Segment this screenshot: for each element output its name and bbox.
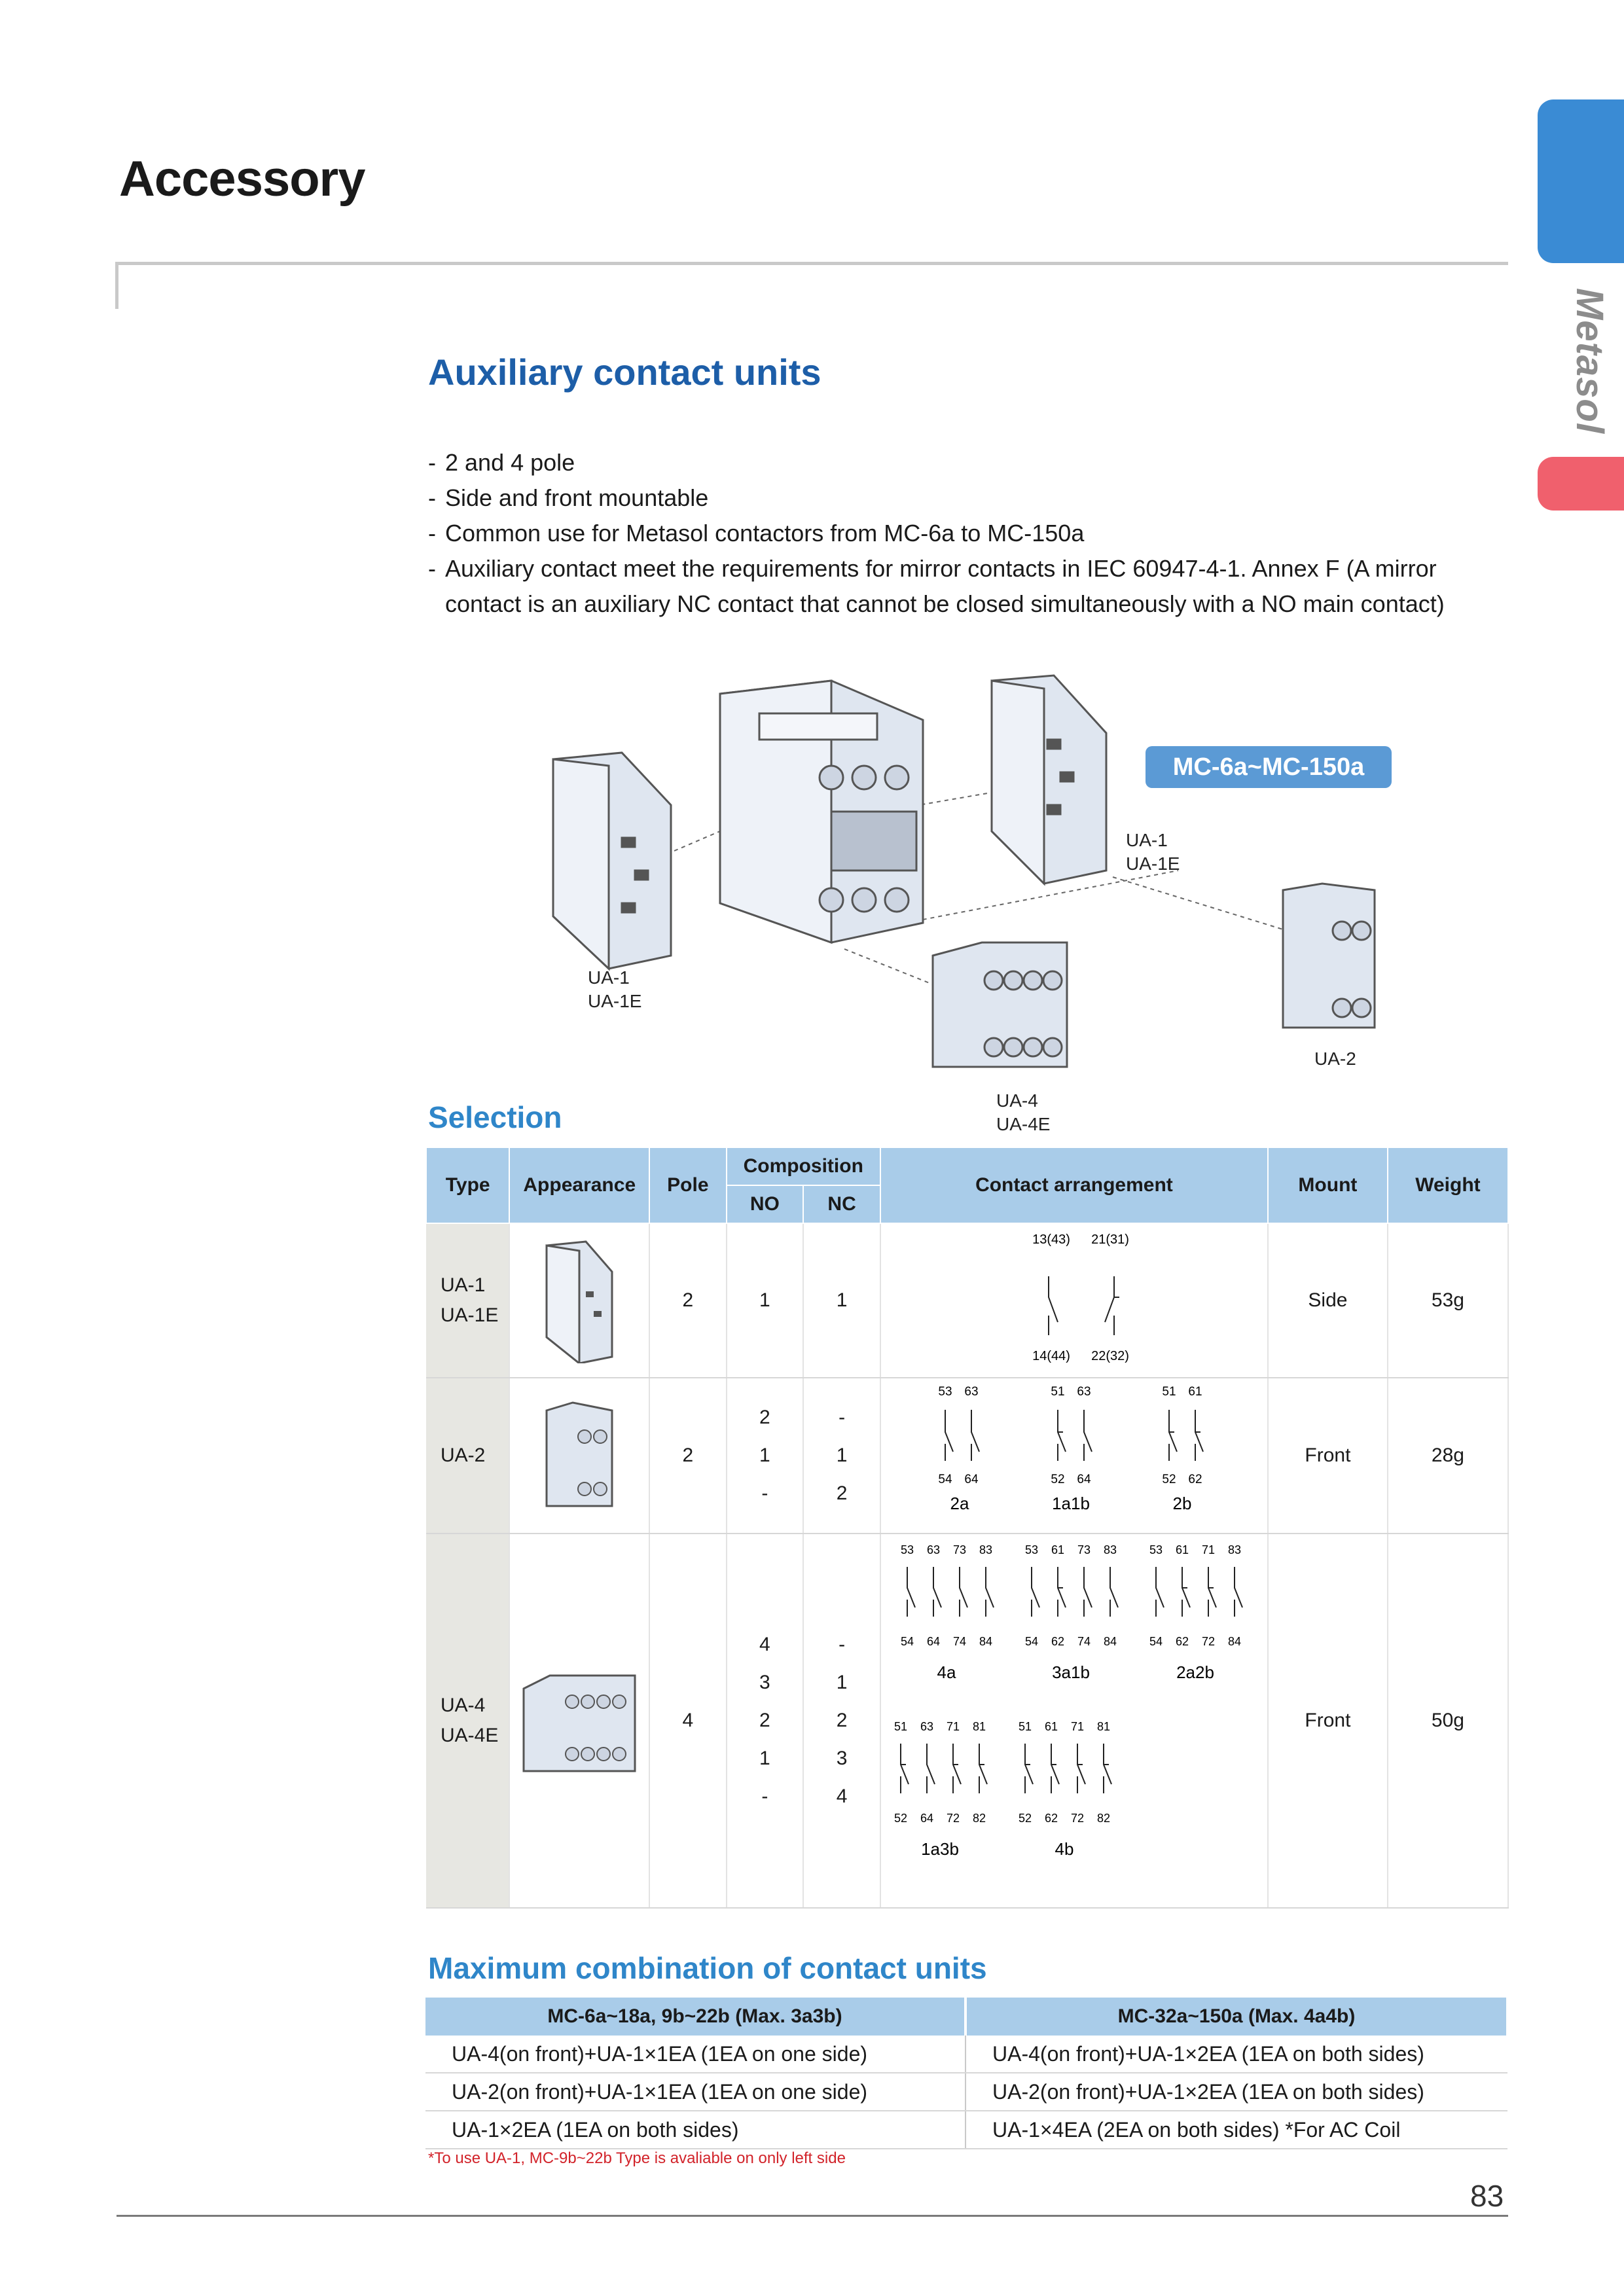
type-cell: UA-1 UA-1E [426, 1223, 509, 1378]
combo-cell: UA-1×4EA (2EA on both sides) *For AC Coil [965, 2111, 1507, 2149]
col-header-composition: Composition [727, 1147, 880, 1185]
contact-symbol [979, 1744, 987, 1793]
terminal-label: 72 [1070, 1812, 1084, 1825]
contact-symbol [1104, 1744, 1111, 1793]
model-range-badge: MC-6a~MC-150a [1146, 746, 1392, 788]
combo-cell: UA-2(on front)+UA-1×2EA (1EA on both sides) [965, 2073, 1507, 2111]
contact-symbol [1182, 1567, 1190, 1617]
figure-label-ua2: UA-2 [1314, 1049, 1356, 1069]
contact-symbol [1110, 1567, 1118, 1617]
combo-cell: UA-1×2EA (1EA on both sides) [425, 2111, 965, 2149]
terminal-label: 53 [1149, 1543, 1163, 1556]
svg-text:52: 52 [1162, 1473, 1176, 1486]
contact-symbol [1058, 1567, 1066, 1617]
svg-text:64: 64 [964, 1473, 979, 1486]
pole-cell: 2 [649, 1223, 726, 1378]
terminal-label: 61 [1051, 1543, 1064, 1556]
feature-item: - 2 and 4 pole [428, 445, 1515, 480]
terminal-label: 62 [1051, 1635, 1064, 1648]
contact-group-1a3b [894, 1720, 987, 1859]
contact-symbol [901, 1744, 909, 1793]
terminal-label: 51 [1018, 1720, 1032, 1733]
contact-group-2a [938, 1385, 979, 1513]
ua2-contact-diagram [881, 1378, 1267, 1528]
combo-header-large: MC-32a~150a (Max. 4a4b) [965, 1998, 1507, 2036]
svg-text:51: 51 [1051, 1385, 1065, 1399]
footnote: *To use UA-1, MC-9b~22b Type is avaliable on only left side [428, 2149, 846, 2167]
contact-symbol [1208, 1567, 1216, 1617]
table-row [425, 2036, 1507, 2073]
selection-title: Selection [428, 1100, 562, 1134]
feature-item: - Common use for Metasol contactors from MC-6a to MC-150a [428, 516, 1515, 551]
svg-text:63: 63 [964, 1385, 979, 1399]
ua2-thumbnail [533, 1391, 625, 1515]
svg-text:61: 61 [1188, 1385, 1202, 1399]
terminal-label: 54 [1024, 1635, 1038, 1648]
front-unit-4pole-illustration [933, 942, 1067, 1067]
contact-group-4a [901, 1543, 994, 1682]
chapter-tab[interactable] [1538, 99, 1624, 263]
terminal-label: 83 [1227, 1543, 1241, 1556]
table-row [426, 1223, 1508, 1378]
terminal-label: 83 [1103, 1543, 1117, 1556]
terminal-label: 84 [979, 1635, 992, 1648]
col-header-appearance: Appearance [509, 1147, 649, 1223]
terminal-label: 64 [920, 1812, 933, 1825]
nc-cell: - 1 2 3 4 [803, 1534, 880, 1908]
page-title: Accessory [119, 151, 365, 207]
table-row [425, 2111, 1507, 2149]
mount-cell: Front [1268, 1534, 1388, 1908]
contact-symbol [1084, 1567, 1092, 1617]
terminal-label: 63 [920, 1720, 933, 1733]
terminal-label: 54 [1149, 1635, 1163, 1648]
figure-label-ua1-right: UA-1 UA-1E [1126, 830, 1180, 874]
side-unit-left-illustration [553, 753, 671, 969]
contact-cell [880, 1534, 1268, 1908]
appearance-cell [509, 1223, 649, 1378]
nc-cell: - 1 2 [803, 1378, 880, 1534]
page-number: 83 [1470, 2179, 1504, 2213]
figure-label-ua1-left: UA-1 UA-1E [588, 967, 642, 1011]
svg-text:2a: 2a [950, 1494, 969, 1513]
contact-symbol [960, 1567, 967, 1617]
terminal-label: 13(43) [1032, 1232, 1070, 1247]
section-title: Auxiliary contact units [428, 351, 821, 393]
no-cell: 4 3 2 1 - [727, 1534, 804, 1908]
svg-text:52: 52 [1051, 1473, 1065, 1486]
svg-text:63: 63 [1077, 1385, 1091, 1399]
col-header-nc: NC [803, 1185, 880, 1223]
table-row [426, 1378, 1508, 1534]
terminal-label: 51 [893, 1720, 907, 1733]
terminal-label: 74 [1077, 1635, 1091, 1648]
mount-cell: Side [1268, 1223, 1388, 1378]
svg-text:54: 54 [938, 1473, 952, 1486]
ua4-thumbnail [517, 1656, 641, 1780]
col-header-contact: Contact arrangement [880, 1147, 1268, 1223]
terminal-label: 81 [1096, 1720, 1110, 1733]
contact-symbol [927, 1744, 935, 1793]
terminal-label: 71 [1070, 1720, 1084, 1733]
weight-cell: 50g [1388, 1534, 1508, 1908]
terminal-label: 61 [1044, 1720, 1058, 1733]
no-cell: 2 1 - [727, 1378, 804, 1534]
terminal-label: 81 [972, 1720, 986, 1733]
product-illustration [524, 661, 1401, 1080]
terminal-label: 84 [1227, 1635, 1241, 1648]
arrangement-name: 2a2b [1176, 1662, 1214, 1682]
terminal-label: 83 [979, 1543, 992, 1556]
terminal-label: 71 [1201, 1543, 1215, 1556]
type-cell: UA-4 UA-4E [426, 1534, 509, 1908]
col-header-mount: Mount [1268, 1147, 1388, 1223]
contact-symbol [986, 1567, 994, 1617]
nc-cell: 1 [803, 1223, 880, 1378]
col-header-pole: Pole [649, 1147, 726, 1223]
brand-tab-label: Metasol [1568, 288, 1611, 434]
terminal-label: 71 [946, 1720, 960, 1733]
pole-cell: 4 [649, 1534, 726, 1908]
arrangement-name: 4a [937, 1662, 956, 1682]
svg-text:62: 62 [1188, 1473, 1202, 1486]
no-cell: 1 [727, 1223, 804, 1378]
weight-cell: 53g [1388, 1223, 1508, 1378]
combination-title: Maximum combination of contact units [428, 1951, 987, 1985]
table-row [425, 2073, 1507, 2111]
weight-cell: 28g [1388, 1378, 1508, 1534]
side-unit-right-illustration [992, 675, 1106, 884]
terminal-label: 64 [926, 1635, 940, 1648]
contact-symbol [933, 1567, 941, 1617]
contact-cell [880, 1223, 1268, 1378]
combo-header-small: MC-6a~18a, 9b~22b (Max. 3a3b) [425, 1998, 965, 2036]
terminal-label: 14(44) [1032, 1349, 1070, 1363]
terminal-label: 22(32) [1091, 1349, 1129, 1363]
terminal-label: 73 [952, 1543, 966, 1556]
appearance-cell [509, 1534, 649, 1908]
terminal-label: 52 [1018, 1812, 1032, 1825]
svg-text:2b: 2b [1172, 1494, 1192, 1513]
terminal-label: 62 [1175, 1635, 1189, 1648]
contact-group-1a1b [1051, 1385, 1092, 1513]
arrangement-name: 4b [1055, 1839, 1074, 1859]
col-header-type: Type [426, 1147, 509, 1223]
pole-cell: 2 [649, 1378, 726, 1534]
terminal-label: 21(31) [1091, 1232, 1129, 1247]
terminal-label: 53 [1024, 1543, 1038, 1556]
contact-symbol [1032, 1567, 1039, 1617]
ua1-contact-diagram [881, 1224, 1267, 1372]
contact-symbol [1235, 1567, 1242, 1617]
svg-text:51: 51 [1162, 1385, 1176, 1399]
terminal-label: 74 [952, 1635, 966, 1648]
arrangement-name: 1a3b [921, 1839, 959, 1859]
feature-item: - Auxiliary contact meet the requirements for mirror contacts in IEC 60947-4-1. Annex F (A mirror contact is an auxiliary NC contact that cannot be closed simultaneously with a NO main contact) [428, 551, 1515, 622]
arrangement-name: 3a1b [1052, 1662, 1090, 1682]
chapter-tab-secondary[interactable] [1538, 457, 1624, 511]
terminal-label: 54 [900, 1635, 914, 1648]
contact-group-2a2b [1149, 1543, 1242, 1682]
terminal-label: 52 [893, 1812, 907, 1825]
appearance-cell [509, 1378, 649, 1534]
table-row [426, 1534, 1508, 1908]
col-header-weight: Weight [1388, 1147, 1508, 1223]
terminal-label: 72 [1201, 1635, 1215, 1648]
combination-table [425, 1998, 1509, 2149]
type-cell: UA-2 [426, 1378, 509, 1534]
contact-group-3a1b [1025, 1543, 1118, 1682]
feature-item: - Side and front mountable [428, 480, 1515, 516]
ua1-thumbnail [533, 1232, 625, 1363]
footer-divider [117, 2215, 1508, 2217]
combo-cell: UA-4(on front)+UA-1×1EA (1EA on one side) [425, 2036, 965, 2073]
feature-list [428, 445, 1515, 622]
title-divider [115, 262, 1508, 265]
title-divider-tick [115, 262, 118, 309]
contact-symbol [1156, 1567, 1164, 1617]
contact-symbol [1077, 1744, 1085, 1793]
terminal-label: 73 [1077, 1543, 1091, 1556]
combo-cell: UA-4(on front)+UA-1×2EA (1EA on both sides) [965, 2036, 1507, 2073]
terminal-label: 63 [926, 1543, 940, 1556]
contactor-illustration [720, 681, 923, 942]
terminal-label: 72 [946, 1812, 960, 1825]
terminal-label: 53 [900, 1543, 914, 1556]
contact-symbol [1025, 1744, 1033, 1793]
mount-cell: Front [1268, 1378, 1388, 1534]
terminal-label: 82 [972, 1812, 986, 1825]
front-unit-2pole-illustration [1283, 884, 1375, 1028]
contact-symbol [907, 1567, 915, 1617]
terminal-label: 84 [1103, 1635, 1117, 1648]
terminal-label: 61 [1175, 1543, 1189, 1556]
terminal-label: 62 [1044, 1812, 1058, 1825]
selection-table [425, 1147, 1509, 1909]
svg-text:64: 64 [1077, 1473, 1091, 1486]
figure-label-ua4: UA-4 UA-4E [996, 1090, 1051, 1134]
contact-group-2b [1162, 1385, 1203, 1513]
svg-text:53: 53 [938, 1385, 952, 1399]
contact-cell [880, 1378, 1268, 1534]
contact-symbol [953, 1744, 961, 1793]
terminal-label: 82 [1096, 1812, 1110, 1825]
col-header-no: NO [727, 1185, 804, 1223]
svg-text:1a1b: 1a1b [1052, 1494, 1090, 1513]
contact-group-4b [1019, 1720, 1111, 1859]
contact-symbol [1051, 1744, 1059, 1793]
combo-cell: UA-2(on front)+UA-1×1EA (1EA on one side) [425, 2073, 965, 2111]
ua4-contact-diagram [881, 1534, 1267, 1902]
